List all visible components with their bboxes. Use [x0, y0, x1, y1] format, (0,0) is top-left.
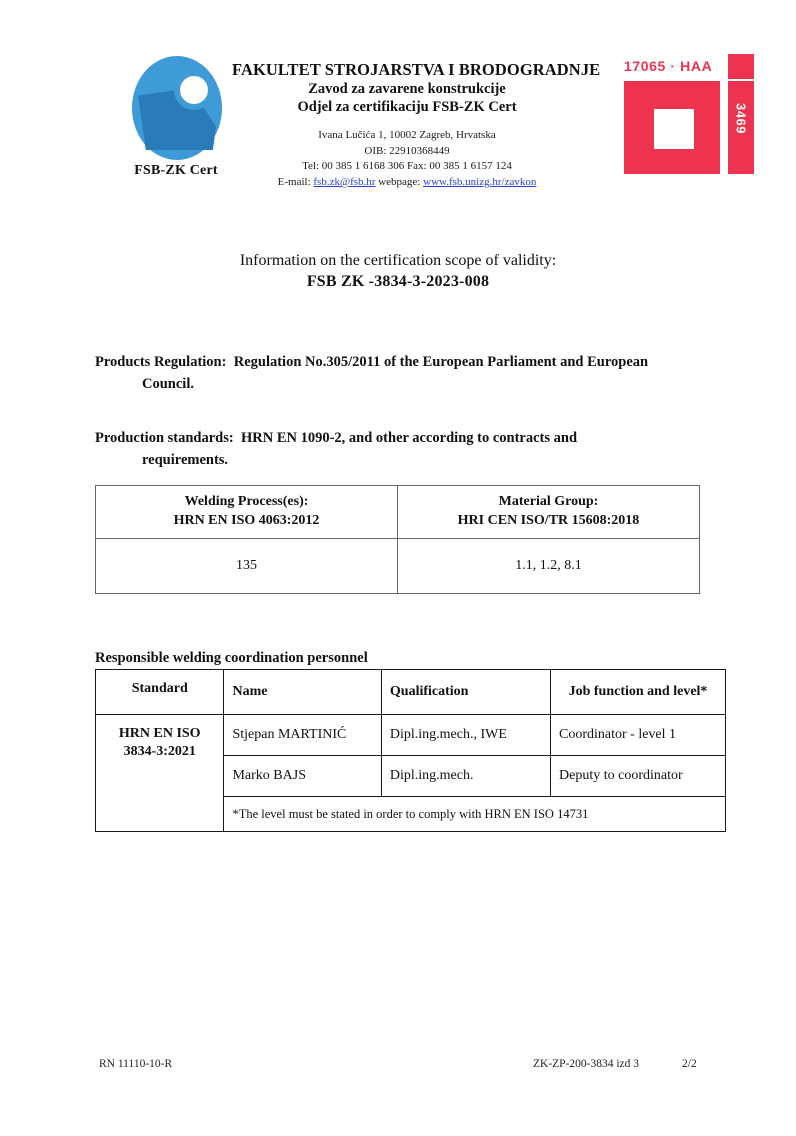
material-group-header — [398, 486, 700, 539]
person-qualification: Dipl.ing.mech. — [381, 756, 550, 797]
standard-line2: 3834-3:2021 — [123, 744, 196, 760]
column-header-name: Name — [224, 670, 381, 715]
personnel-table — [95, 669, 726, 832]
table-row — [96, 539, 700, 594]
production-standards-separator: : — [228, 430, 234, 446]
personnel-section-title: Responsible welding coordination personnel — [95, 650, 368, 666]
department-name: Zavod za zavarene konstrukcije — [308, 81, 506, 97]
products-regulation-label: Products Regulation — [95, 354, 222, 370]
products-regulation-section — [95, 352, 715, 396]
products-regulation-text-line2: Council. — [142, 375, 194, 392]
haa-frame-hole — [654, 109, 694, 149]
products-regulation-separator: : — [221, 354, 227, 370]
table-header-row — [96, 486, 700, 539]
logo-ring-shape — [174, 70, 214, 110]
production-standards-text-line2: requirements. — [142, 451, 229, 468]
contact-oib: OIB: 22910368449 — [364, 144, 450, 157]
production-standards-label: Production standards — [95, 430, 229, 446]
person-job-function: Coordinator - level 1 — [551, 715, 726, 756]
footer-form-code: ZK-ZP-200-3834 izd 3 — [533, 1058, 640, 1070]
logo-mark — [124, 52, 228, 160]
material-group-header-line2: HRI CEN ISO/TR 15608:2018 — [457, 513, 640, 528]
person-name: Marko BAJS — [224, 756, 381, 797]
email-label: E-mail: — [277, 176, 311, 189]
contact-phone: Tel: 00 385 1 6168 306 Fax: 00 385 1 6157 124 — [302, 160, 512, 173]
email-link[interactable]: fsb.zk@fsb.hr — [313, 176, 376, 189]
welding-process-header — [96, 486, 398, 539]
person-name: Stjepan MARTINIĆ — [224, 715, 381, 756]
standard-cell — [96, 715, 224, 832]
document-title-line1: Information on the certification scope of validity: — [239, 252, 557, 269]
haa-code-label: 17065 · HAA — [624, 58, 713, 74]
table-row — [96, 715, 726, 756]
products-regulation-text-line1: Regulation No.305/2011 of the European Parliament and European — [233, 354, 649, 370]
haa-accreditation-number: 3469 — [733, 103, 749, 134]
certificate-number: FSB ZK -3834-3-2023-008 — [306, 273, 490, 290]
haa-frame-icon — [624, 81, 720, 174]
haa-accreditation-mark — [622, 54, 754, 174]
faculty-name: FAKULTET STROJARSTVA I BRODOGRADNJE — [232, 60, 601, 79]
production-standards-text-line1: HRN EN 1090-2, and other according to contracts and — [240, 430, 578, 446]
production-standards-section — [95, 428, 715, 472]
person-qualification: Dipl.ing.mech., IWE — [381, 715, 550, 756]
table-header-row — [96, 670, 726, 715]
footer-left-code: RN 11110-10-R — [99, 1058, 173, 1070]
footer-page-number: 2/2 — [682, 1058, 697, 1070]
personnel-footnote: *The level must be stated in order to comply with HRN EN ISO 14731 — [224, 797, 726, 832]
haa-corner-square-icon — [728, 54, 754, 79]
certification-unit-name: Odjel za certifikaciju FSB-ZK Cert — [297, 99, 517, 116]
webpage-label: webpage: — [378, 176, 421, 189]
welding-process-header-line1: Welding Process(es): — [184, 494, 309, 510]
contact-address: Ivana Lučića 1, 10002 Zagreb, Hrvatska — [318, 129, 496, 142]
organization-block — [232, 60, 601, 191]
document-header — [0, 52, 796, 202]
scope-table — [95, 485, 700, 594]
column-header-qualification: Qualification — [381, 670, 550, 715]
contact-links — [232, 175, 582, 191]
material-group-value: 1.1, 1.2, 8.1 — [398, 539, 700, 594]
contact-block — [232, 128, 582, 190]
webpage-link[interactable]: www.fsb.unizg.hr/zavkon — [423, 176, 537, 189]
material-group-header-line1: Material Group: — [498, 494, 599, 510]
column-header-standard: Standard — [96, 670, 224, 715]
person-job-function: Deputy to coordinator — [551, 756, 726, 797]
column-header-job-function: Job function and level* — [551, 670, 726, 715]
standard-line1: HRN EN ISO — [118, 726, 201, 741]
welding-process-value: 135 — [96, 539, 398, 594]
haa-arm-icon — [728, 81, 754, 174]
document-title — [0, 252, 796, 291]
logo-caption: FSB-ZK Cert — [134, 163, 218, 178]
welding-process-header-line2: HRN EN ISO 4063:2012 — [173, 513, 320, 528]
fsb-zk-cert-logo — [112, 52, 240, 179]
